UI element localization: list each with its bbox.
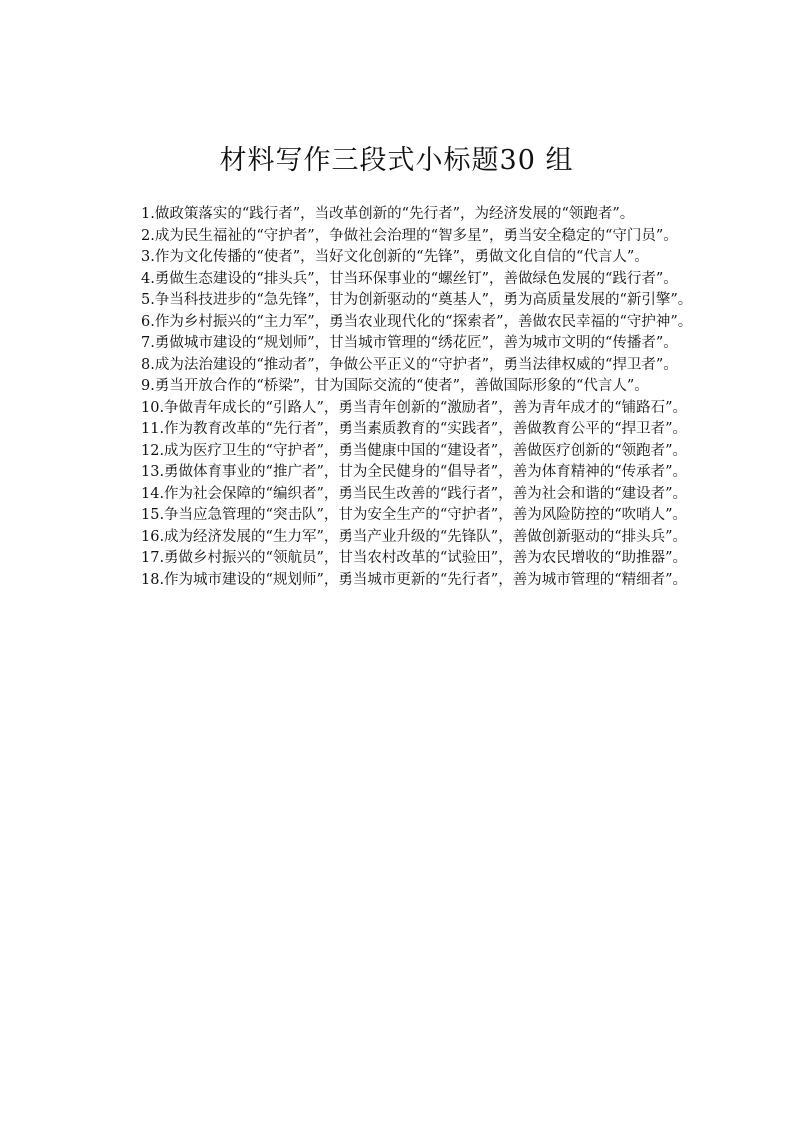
list-item-11: 11.作为教育改革的“先行者”，勇当素质教育的“实践者”，善做教育公平的“捍卫者”。 [141,421,688,437]
list-item-3: 3.作为文化传播的“使者”，当好文化创新的“先锋”，勇做文化自信的“代言人”。 [141,249,649,265]
list-item-9: 9.勇当开放合作的“桥梁”，甘为国际交流的“使者”，善做国际形象的“代言人”。 [141,378,649,394]
document-body [112,204,694,591]
list-item-4: 4.勇做生态建设的“排头兵”，甘当环保事业的“螺丝钉”，善做绿色发展的“践行者”。 [141,270,678,287]
list-item-15: 15.争当应急管理的“突击队”，甘为安全生产的“守护者”，善为风险防控的“吹哨人”。 [141,507,688,523]
list-item-6: 6.作为乡村振兴的“主力军”，勇当农业现代化的“探索者”，善做农民幸福的“守护神”。 [141,313,693,330]
list-item-10: 10.争做青年成长的“引路人”，勇当青年创新的“激励者”，善为青年成才的“铺路石”。 [141,399,688,416]
list-item-16: 16.成为经济发展的“生力军”，勇当产业升级的“先锋队”，善做创新驱动的“排头兵”。 [141,528,688,545]
list-item-14: 14.作为社会保障的“编织者”，勇当民生改善的“践行者”，善为社会和谐的“建设者”。 [141,485,688,502]
list-item-2: 2.成为民生福祉的“守护者”，争做社会治理的“智多星”，勇当安全稳定的“守门员”。 [141,227,678,244]
document-title: 材料写作三段式小标题30 组 [219,145,574,176]
list-item-5: 5.争当科技进步的“急先锋”，甘为创新驱动的“奠基人”，勇为高质量发展的“新引擎”。 [141,292,693,308]
list-item-13: 13.勇做体育事业的“推广者”，甘为全民健身的“倡导者”，善为体育精神的“传承者”。 [141,464,688,480]
list-item-12: 12.成为医疗卫生的“守护者”，勇当健康中国的“建设者”，善做医疗创新的“领跑者”。 [141,442,688,459]
list-item-7: 7.勇做城市建设的“规划师”，甘当城市管理的“绣花匠”，善为城市文明的“传播者”。 [141,335,678,351]
list-item-17: 17.勇做乡村振兴的“领航员”，甘当农村改革的“试验田”，善为农民增收的“助推器”。 [141,550,688,566]
list-item-1: 1.做政策落实的“践行者”，当改革创新的“先行者”，为经济发展的“领跑者”。 [141,206,635,222]
list-item-18: 18.作为城市建设的“规划师”，勇当城市更新的“先行者”，善为城市管理的“精细者”。 [141,571,688,588]
list-item-8: 8.成为法治建设的“推动者”，争做公平正义的“守护者”，勇当法律权威的“捍卫者”。 [141,356,678,373]
